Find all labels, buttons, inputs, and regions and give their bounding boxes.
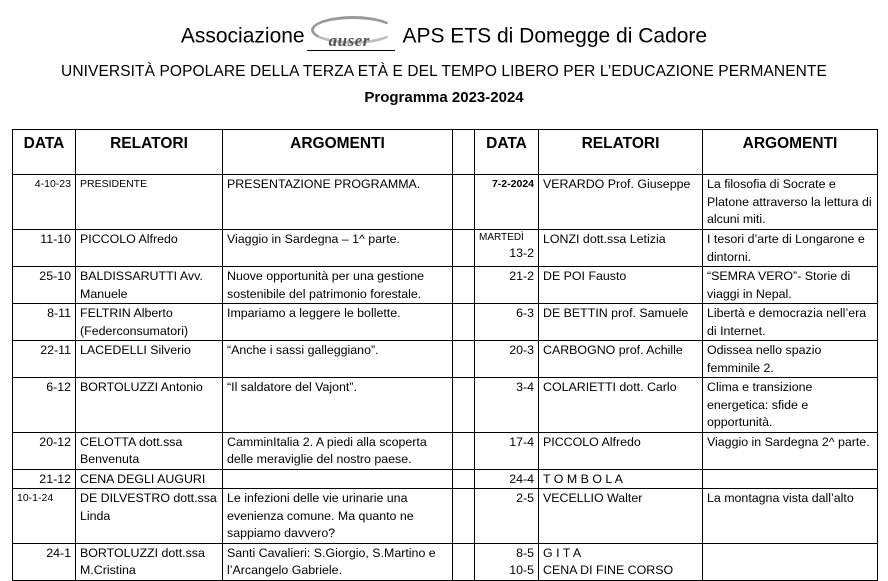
date-value: 8-5 [516, 545, 534, 560]
speaker-cell: DE POI Fausto [539, 267, 703, 304]
topic-cell: Viaggio in Sardegna 2^ parte. [703, 432, 878, 469]
table-row [13, 469, 878, 489]
date-cell: 22-11 [13, 341, 76, 378]
header-data-right: DATA [475, 130, 539, 175]
speaker-cell: PICCOLO Alfredo [539, 432, 703, 469]
table-row [13, 175, 878, 230]
topic-cell: Libertà e democrazia nell’era di Internet. [703, 304, 878, 341]
table-header-row [13, 130, 878, 175]
topic-cell: “Anche i sassi galleggiano”. [223, 341, 453, 378]
date-cell: 4-10-23 [13, 175, 76, 230]
date-cell: 21-12 [13, 469, 76, 489]
date-cell: 3-4 [475, 378, 539, 433]
column-gap [453, 469, 475, 489]
table-row [13, 378, 878, 433]
title-left: Associazione [180, 24, 305, 48]
date-cell: 6-12 [13, 378, 76, 433]
speaker-cell: BALDISSARUTTI Avv. Manuele [76, 267, 223, 304]
speaker-cell: CARBOGNO prof. Achille [539, 341, 703, 378]
date-cell: 7-2-2024 [475, 175, 539, 230]
topic-cell: La filosofia di Socrate e Platone attraverso la lettura di alcuni miti. [703, 175, 878, 230]
title-right: APS ETS di Domegge di Cadore [402, 24, 708, 48]
topic-cell: CamminItalia 2. A piedi alla scoperta delle meraviglie del nostro paese. [223, 432, 453, 469]
column-gap [453, 378, 475, 433]
date-cell: 24-4 [475, 469, 539, 489]
topic-cell: La montagna vista dall’alto [703, 489, 878, 544]
header-argomenti-left: ARGOMENTI [223, 130, 453, 175]
speaker-cell: PICCOLO Alfredo [76, 230, 223, 267]
speaker-cell: BORTOLUZZI dott.ssa M.Cristina [76, 543, 223, 580]
table-row [13, 304, 878, 341]
table-row [13, 341, 878, 378]
topic-cell: “SEMRA VERO”- Storie di viaggi in Nepal. [703, 267, 878, 304]
topic-cell: I tesori d’arte di Longarone e dintorni. [703, 230, 878, 267]
date-cell: 8-11 [13, 304, 76, 341]
date-value: 10-5 [509, 563, 534, 577]
speaker-cell: COLARIETTI dott. Carlo [539, 378, 703, 433]
topic-cell [703, 543, 878, 580]
topic-cell: Nuove opportunità per una gestione sostenibile del patrimonio forestale. [223, 267, 453, 304]
date-cell [475, 230, 539, 267]
topic-cell: “Il saldatore del Vajont”. [223, 378, 453, 433]
topic-cell [223, 469, 453, 489]
date-cell: 6-3 [475, 304, 539, 341]
speaker-cell: DE DILVESTRO dott.ssa Linda [76, 489, 223, 544]
column-gap [453, 543, 475, 580]
column-gap [453, 267, 475, 304]
speaker-cell: LACEDELLI Silverio [76, 341, 223, 378]
date-cell: 25-10 [13, 267, 76, 304]
topic-cell: Viaggio in Sardegna – 1^ parte. [223, 230, 453, 267]
date-cell: 24-1 [13, 543, 76, 580]
header-relatori-right: RELATORI [539, 130, 703, 175]
date-cell: 17-4 [475, 432, 539, 469]
column-gap [453, 230, 475, 267]
date-cell: 11-10 [13, 230, 76, 267]
speaker-cell: BORTOLUZZI Antonio [76, 378, 223, 433]
speaker-cell [539, 543, 703, 580]
column-gap [453, 175, 475, 230]
table-row [13, 230, 878, 267]
header-argomenti-right: ARGOMENTI [703, 130, 878, 175]
speaker-cell: T O M B O L A [539, 469, 703, 489]
column-gap [453, 341, 475, 378]
topic-cell: PRESENTAZIONE PROGRAMMA. [223, 175, 453, 230]
header-relatori-left: RELATORI [76, 130, 223, 175]
speaker-cell: PRESIDENTE [76, 175, 223, 230]
program-table [12, 129, 878, 581]
topic-cell: Santi Cavalieri: S.Giorgio, S.Martino e l’Arcangelo Gabriele. [223, 543, 453, 580]
speaker-cell: VERARDO Prof. Giuseppe [539, 175, 703, 230]
table-row [13, 432, 878, 469]
header-data-left: DATA [13, 130, 76, 175]
auser-logo [307, 14, 395, 51]
topic-cell: Odissea nello spazio femminile 2. [703, 341, 878, 378]
logo-text: auser [328, 31, 370, 50]
topic-cell [703, 469, 878, 489]
column-gap [453, 304, 475, 341]
topic-cell: Clima e transizione energetica: sfide e opportunità. [703, 378, 878, 433]
date-cell: 10-1-24 [13, 489, 76, 544]
date-cell: 20-3 [475, 341, 539, 378]
speaker-cell: CENA DEGLI AUGURI [76, 469, 223, 489]
table-row [13, 543, 878, 580]
program-title: Programma 2023-2024 [364, 89, 524, 106]
subtitle: UNIVERSITÀ POPOLARE DELLA TERZA ETÀ E DEL TEMPO LIBERO PER L’EDUCAZIONE PERMANENTE [61, 63, 827, 80]
speaker-line: CENA DI FINE CORSO [543, 563, 674, 577]
association-title [0, 18, 888, 55]
column-gap [453, 432, 475, 469]
column-gap [453, 130, 475, 175]
speaker-cell: DE BETTIN prof. Samuele [539, 304, 703, 341]
date-cell: 21-2 [475, 267, 539, 304]
date-value: 13-2 [509, 246, 534, 260]
table-row [13, 489, 878, 544]
speaker-cell: VECELLIO Walter [539, 489, 703, 544]
table-row [13, 267, 878, 304]
speaker-cell: CELOTTA dott.ssa Benvenuta [76, 432, 223, 469]
topic-cell: Impariamo a leggere le bollette. [223, 304, 453, 341]
weekday-label: MARTEDÌ [479, 232, 524, 243]
topic-cell: Le infezioni delle vie urinarie una evenienza comune. Ma quanto ne sappiamo davvero? [223, 489, 453, 544]
date-cell [475, 543, 539, 580]
column-gap [453, 489, 475, 544]
date-cell: 2-5 [475, 489, 539, 544]
date-cell: 20-12 [13, 432, 76, 469]
speaker-cell: FELTRIN Alberto (Federconsumatori) [76, 304, 223, 341]
speaker-cell: LONZI dott.ssa Letizia [539, 230, 703, 267]
speaker-line: G I T A [543, 545, 582, 560]
